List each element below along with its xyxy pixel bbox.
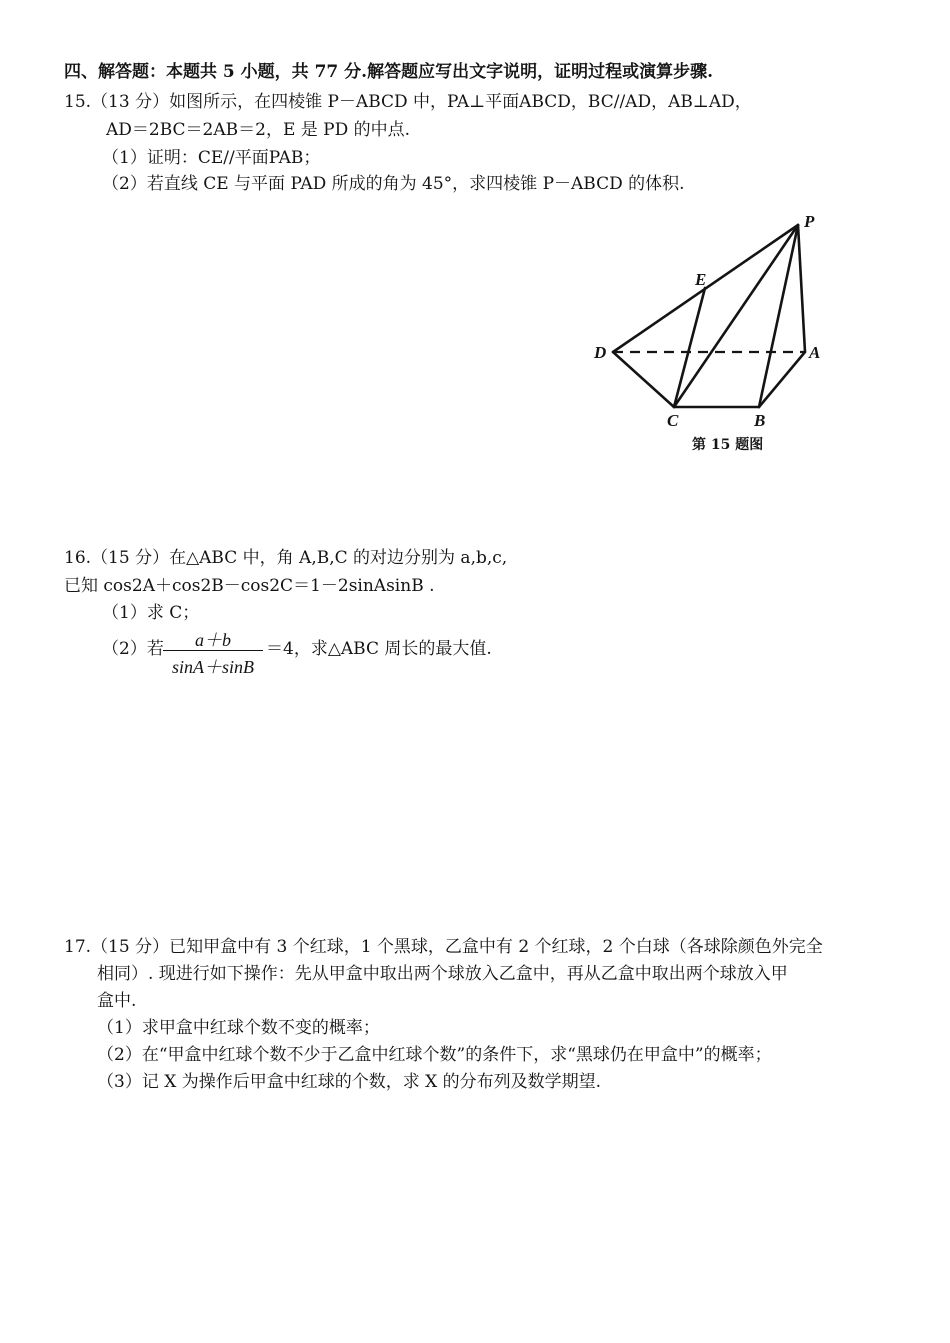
q17-stem-line3: 盒中. [97,991,137,1011]
fraction-numerator: a＋b [195,630,231,650]
q15-stem-line1: 15.（13 分）如图所示，在四棱锥 P－ABCD 中，PA⊥平面ABCD，BC//AD，AB⊥AD， [64,92,752,112]
pyramid-figure [585,210,845,430]
edge-DC [613,352,674,407]
q16-part2-suffix: ＝4，求△ABC 周长的最大值. [266,639,492,659]
label-A: A [809,343,821,362]
q17-stem-line2: 相同）. 现进行如下操作：先从甲盒中取出两个球放入乙盒中，再从乙盒中取出两个球放入甲 [97,964,788,984]
fraction-denominator: sinA＋sinB [171,657,254,677]
q17-part2: （2）在“甲盒中红球个数不少于乙盒中红球个数”的条件下，求“黑球仍在甲盒中”的概率； [97,1045,772,1065]
q16-stem-line1: 16.（15 分）在△ABC 中，角 A,B,C 的对边分别为 a,b,c, [64,548,508,568]
q16-fraction [163,626,263,677]
q15-part2: （2）若直线 CE 与平面 PAD 所成的角为 45°，求四棱锥 P－ABCD 的体积. [102,174,685,194]
q16-part2-prefix: （2）若 [102,639,164,659]
q15-part1: （1）证明：CE//平面PAB； [102,148,321,168]
q16-part1: （1）求 C； [102,603,200,623]
edge-PA [798,225,805,352]
label-P: P [804,212,815,231]
q17-stem-line1: 17.（15 分）已知甲盒中有 3 个红球，1 个黑球，乙盒中有 2 个红球，2 个白球（各球除颜色外完全 [64,937,823,957]
q15-stem-line2: AD＝2BC＝2AB＝2，E 是 PD 的中点. [106,120,411,140]
q16-stem-line2: 已知 cos2A＋cos2B－cos2C＝1－2sinAsinB . [64,576,435,596]
q15-figure-caption: 第 15 题图 [692,437,764,453]
label-E: E [695,270,707,289]
q17-part3: （3）记 X 为操作后甲盒中红球的个数，求 X 的分布列及数学期望. [97,1072,602,1092]
label-D: D [594,343,607,362]
fraction-bar [163,650,263,651]
section-header: 四、解答题：本题共 5 小题，共 77 分.解答题应写出文字说明，证明过程或演算步骤. [64,62,713,82]
label-C: C [667,411,679,430]
q17-part1: （1）求甲盒中红球个数不变的概率； [97,1018,380,1038]
label-B: B [754,411,766,430]
